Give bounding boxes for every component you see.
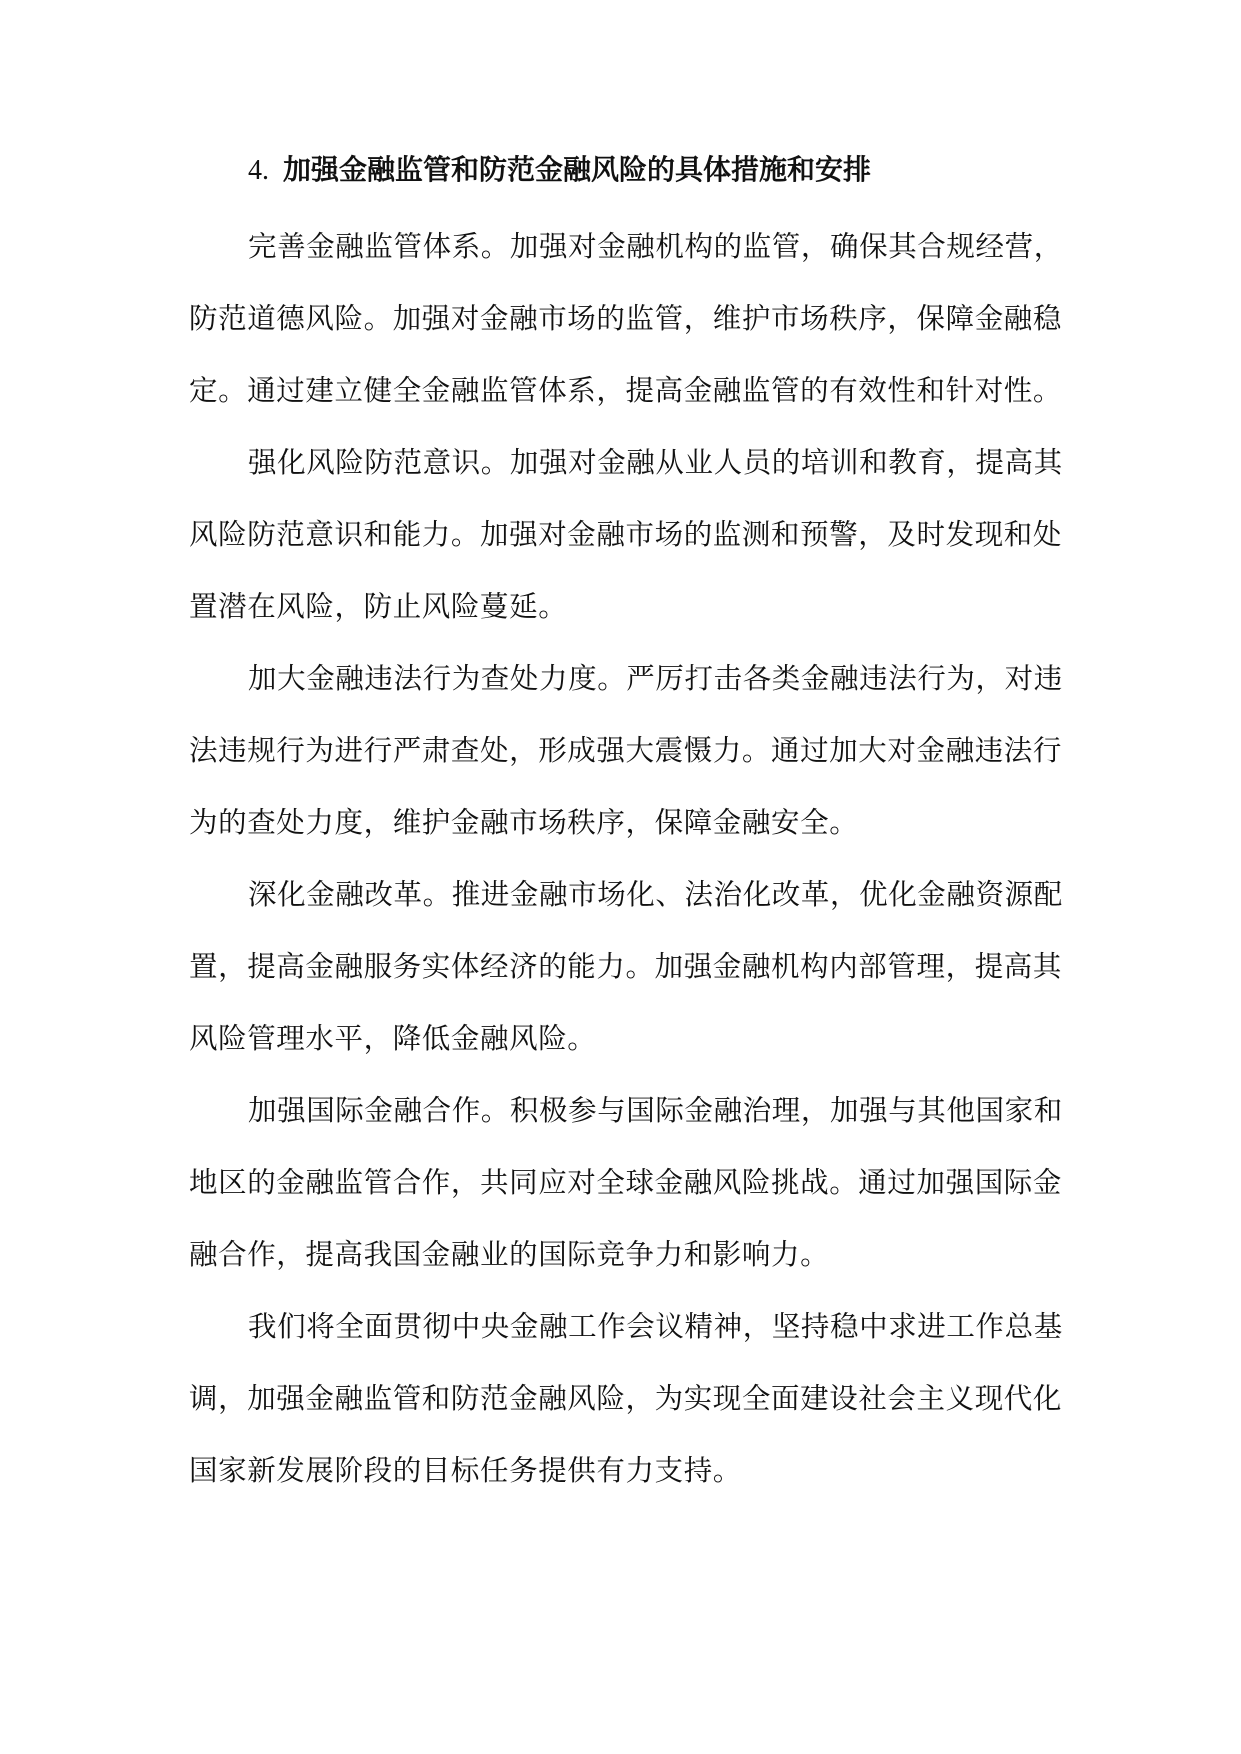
paragraph-line: 加大金融违法行为查处力度。严厉打击各类金融违法行为，对违: [248, 662, 1063, 695]
section-number: 4.: [248, 155, 269, 186]
paragraph-line: 强化风险防范意识。加强对金融从业人员的培训和教育，提高其: [248, 446, 1063, 479]
paragraph-line: 融合作，提高我国金融业的国际竞争力和影响力。: [189, 1238, 830, 1271]
paragraph-line: 防范道德风险。加强对金融市场的监管，维护市场秩序，保障金融稳: [189, 302, 1063, 335]
paragraph-line: 加强国际金融合作。积极参与国际金融治理，加强与其他国家和: [248, 1094, 1063, 1127]
paragraph-line: 法违规行为进行严肃查处，形成强大震慑力。通过加大对金融违法行: [189, 734, 1063, 767]
paragraph-line: 我们将全面贯彻中央金融工作会议精神，坚持稳中求进工作总基: [248, 1310, 1063, 1343]
paragraph-line: 为的查处力度，维护金融市场秩序，保障金融安全。: [189, 806, 859, 839]
paragraph-line: 地区的金融监管合作，共同应对全球金融风险挑战。通过加强国际金: [189, 1166, 1063, 1199]
paragraph-line: 国家新发展阶段的目标任务提供有力支持。: [189, 1454, 742, 1487]
paragraph-line: 风险管理水平，降低金融风险。: [189, 1022, 597, 1055]
paragraph-line: 定。通过建立健全金融监管体系，提高金融监管的有效性和针对性。: [189, 374, 1063, 407]
paragraph-line: 风险防范意识和能力。加强对金融市场的监测和预警，及时发现和处: [189, 518, 1063, 551]
paragraph-line: 完善金融监管体系。加强对金融机构的监管，确保其合规经营，: [248, 230, 1063, 263]
paragraph-line: 深化金融改革。推进金融市场化、法治化改革，优化金融资源配: [248, 878, 1063, 911]
section-title: 加强金融监管和防范金融风险的具体措施和安排: [283, 153, 872, 186]
paragraph-line: 调，加强金融监管和防范金融风险，为实现全面建设社会主义现代化: [189, 1382, 1063, 1415]
paragraph-line: 置，提高金融服务实体经济的能力。加强金融机构内部管理，提高其: [189, 950, 1063, 983]
paragraph-line: 置潜在风险，防止风险蔓延。: [189, 590, 568, 623]
section-heading: [248, 146, 1048, 195]
